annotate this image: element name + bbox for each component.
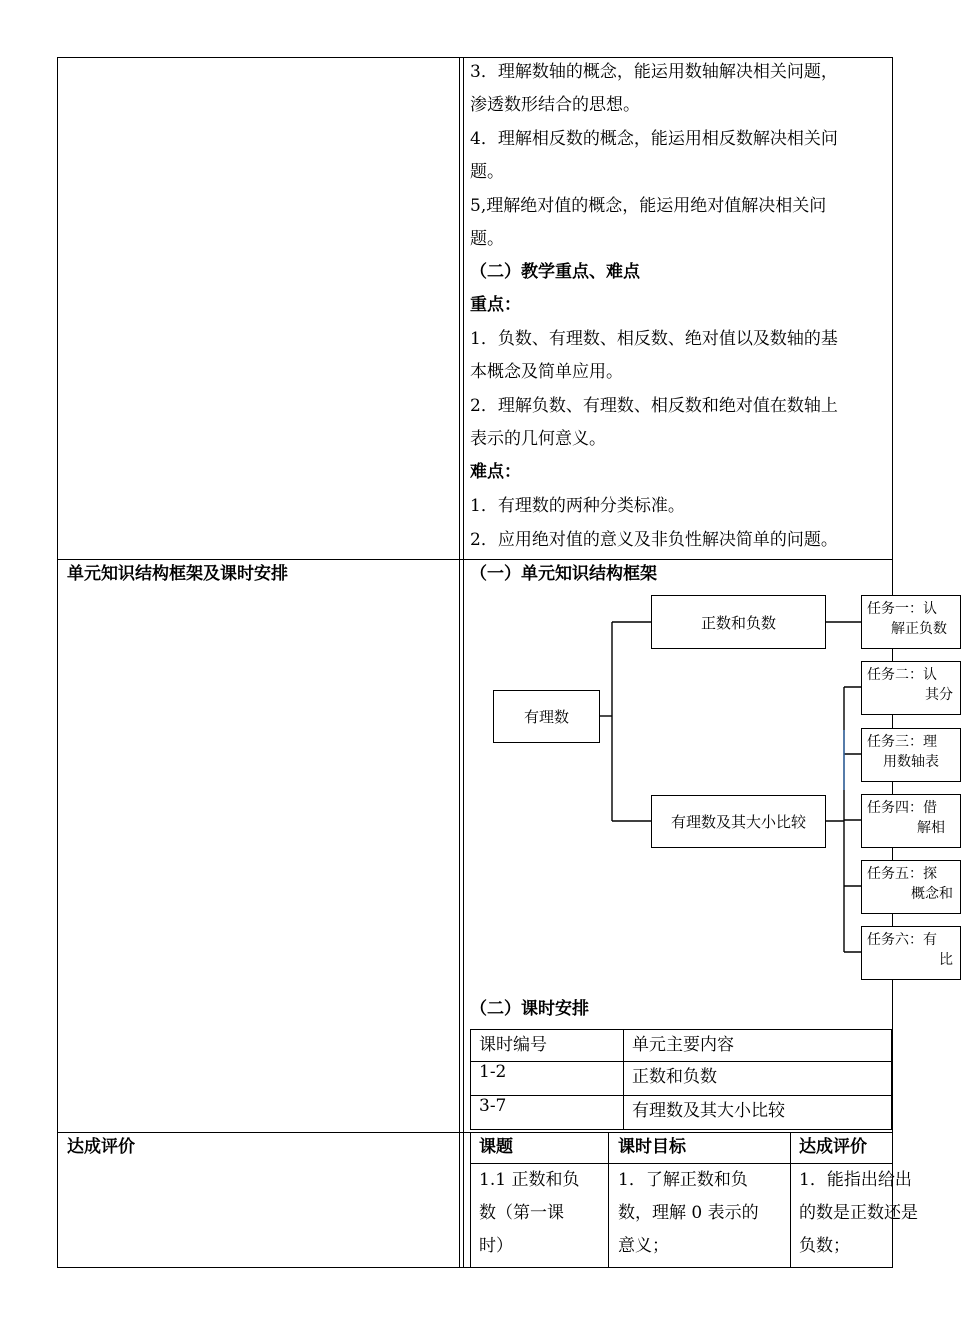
task-line: 任务三：理 bbox=[867, 734, 937, 750]
key-points-heading: （二）教学重点、难点 bbox=[470, 262, 640, 282]
difficulty-label: 难点： bbox=[470, 462, 521, 482]
schedule-heading: （二）课时安排 bbox=[470, 999, 589, 1019]
task-line: 任务六：有 bbox=[867, 932, 937, 948]
eval-topic-line: 时） bbox=[479, 1236, 513, 1256]
objective-line: 题。 bbox=[470, 162, 504, 182]
diagram-root-node bbox=[493, 690, 600, 743]
key-line: 本概念及简单应用。 bbox=[470, 362, 623, 382]
objective-line: 题。 bbox=[470, 229, 504, 249]
diagram-branch-label: 有理数及其大小比较 bbox=[670, 813, 806, 831]
diagram-task-node bbox=[861, 728, 961, 782]
key-line: 2．理解负数、有理数、相反数和绝对值在数轴上 bbox=[470, 396, 838, 416]
schedule-cell: 1-2 bbox=[471, 1062, 624, 1096]
structure-heading: （一）单元知识结构框架 bbox=[470, 564, 657, 584]
diagram-branch-label: 正数和负数 bbox=[700, 613, 776, 632]
difficulty-line: 2．应用绝对值的意义及非负性解决简单的问题。 bbox=[470, 530, 838, 550]
objective-line: 5,理解绝对值的概念，能运用绝对值解决相关问 bbox=[470, 196, 827, 216]
schedule-cell: 3-7 bbox=[471, 1096, 624, 1130]
diagram-task-node bbox=[861, 926, 961, 980]
diagram-task-node bbox=[861, 794, 961, 848]
eval-goal-line: 意义； bbox=[618, 1236, 669, 1256]
schedule-table bbox=[470, 1029, 892, 1130]
eval-header-assessment: 达成评价 bbox=[799, 1137, 867, 1157]
eval-topic-line: 1.1 正数和负 bbox=[479, 1170, 580, 1190]
key-line: 1．负数、有理数、相反数、绝对值以及数轴的基 bbox=[470, 329, 838, 349]
task-line: 概念和 bbox=[911, 886, 953, 902]
eval-table-left bbox=[470, 1133, 471, 1267]
task-line: 用数轴表 bbox=[883, 754, 939, 770]
diagram-task-node bbox=[861, 860, 961, 914]
task-line: 任务一：认 bbox=[867, 601, 937, 617]
eval-header-bottom bbox=[470, 1163, 892, 1164]
diagram-branch-node bbox=[651, 595, 826, 649]
diagram-branch-node bbox=[651, 795, 826, 848]
task-line: 比 bbox=[939, 952, 953, 968]
difficulty-line: 1．有理数的两种分类标准。 bbox=[470, 496, 685, 516]
task-line: 解正负数 bbox=[891, 621, 947, 637]
diagram-root-label: 有理数 bbox=[523, 708, 569, 726]
eval-goal-line: 1．了解正数和负 bbox=[618, 1170, 748, 1190]
eval-assessment-line: 的数是正数还是 bbox=[799, 1203, 918, 1223]
diagram-task-node bbox=[861, 595, 961, 649]
key-line: 表示的几何意义。 bbox=[470, 429, 606, 449]
task-line: 任务二：认 bbox=[867, 667, 937, 683]
eval-col-divider-1 bbox=[608, 1133, 609, 1267]
task-line: 任务四：借 bbox=[867, 800, 937, 816]
schedule-header-cell: 课时编号 bbox=[471, 1030, 624, 1062]
eval-assessment-line: 1．能指出给出 bbox=[799, 1170, 912, 1190]
schedule-cell: 有理数及其大小比较 bbox=[624, 1096, 892, 1130]
diagram-task-node bbox=[861, 661, 961, 715]
eval-header-goal: 课时目标 bbox=[618, 1137, 686, 1157]
key-label: 重点： bbox=[470, 295, 521, 315]
eval-topic-line: 数（第一课 bbox=[479, 1203, 564, 1223]
objective-line: 4．理解相反数的概念，能运用相反数解决相关问 bbox=[470, 129, 838, 149]
objective-line: 渗透数形结合的思想。 bbox=[470, 95, 640, 115]
eval-goal-line: 数，理解 0 表示的 bbox=[618, 1203, 759, 1223]
task-line: 任务五：探 bbox=[867, 866, 937, 882]
task-line: 其分 bbox=[925, 687, 953, 703]
section-label-structure: 单元知识结构框架及课时安排 bbox=[67, 564, 288, 584]
section-label-evaluation: 达成评价 bbox=[67, 1137, 135, 1157]
schedule-cell: 正数和负数 bbox=[624, 1062, 892, 1096]
task-line: 解相 bbox=[917, 820, 945, 836]
eval-assessment-line: 负数； bbox=[799, 1236, 850, 1256]
eval-col-divider-2 bbox=[790, 1133, 791, 1267]
eval-header-topic: 课题 bbox=[479, 1137, 513, 1157]
objective-line: 3．理解数轴的概念，能运用数轴解决相关问题， bbox=[470, 62, 838, 82]
schedule-header-cell: 单元主要内容 bbox=[624, 1030, 892, 1062]
